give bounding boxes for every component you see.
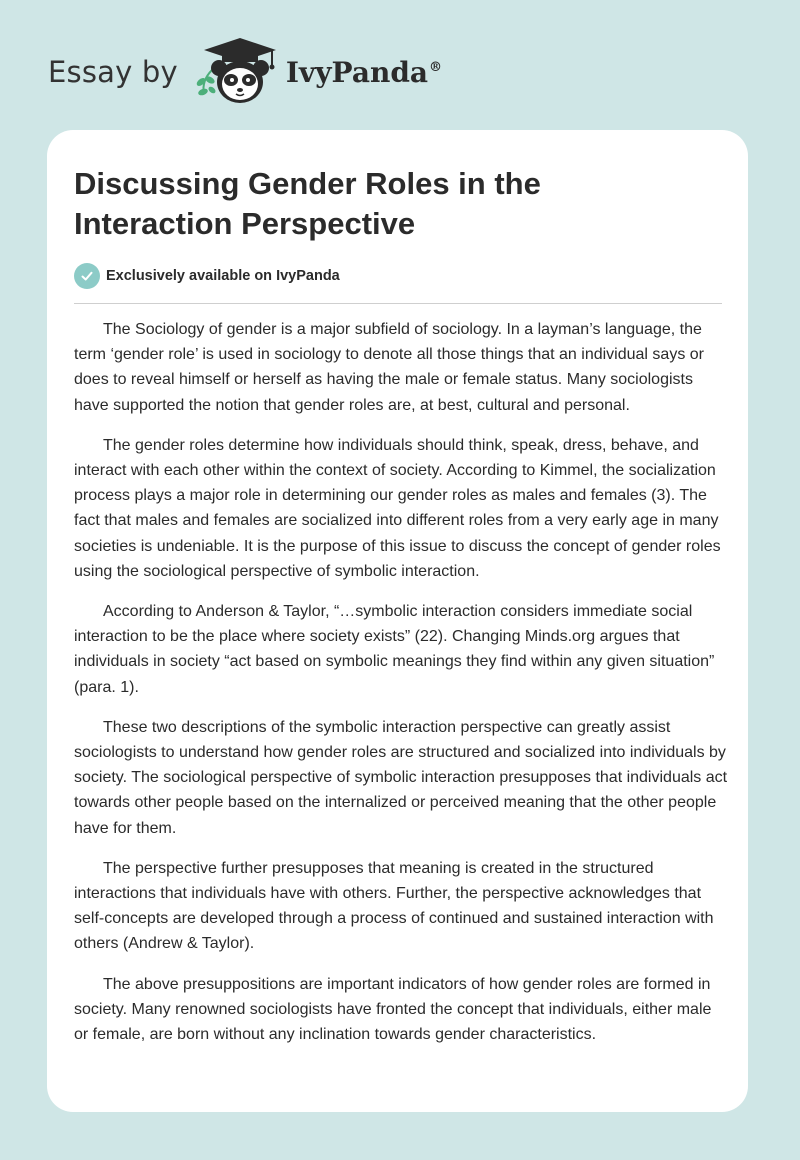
- paragraph: The above presuppositions are important indicators of how gender roles are formed in society. Many renowned sociologists have fronted the concept that individuals, either male or female, are born without any inclination towards gender characteristics.: [74, 975, 712, 1044]
- paragraph: These two descriptions of the symbolic interaction perspective can greatly assist sociologists to understand how gender roles are structured and socialized into individuals by society. The sociological perspective of symbolic interaction presupposes that individuals act towards other people based on the internalized or perceived meaning that the other people have for them.: [74, 718, 728, 837]
- paragraph: The perspective further presupposes that meaning is created in the structured interactions that individuals have with others. Further, the perspective acknowledges that self-concepts are developed through a process of continued and sustained interaction with others (Andrew & Taylor).: [74, 859, 714, 953]
- paragraph: The gender roles determine how individuals should think, speak, dress, behave, and interact with each other within the context of society. According to Kimmel, the socialization process plays a major role in determining our gender roles as males and females (3). The fact that males and females are socialized into different roles from a very early age in many societies is undeniable. It is the purpose of this issue to discuss the concept of gender roles using the sociological perspective of symbolic interaction.: [74, 436, 721, 580]
- paragraph: The Sociology of gender is a major subfield of sociology. In a layman’s language, the term ‘gender role’ is used in sociology to denote all those things that an individual says or does to reveal himself or herself as having the male or female status. Many sociologists have supported the notion that gender roles are, at best, cultural and personal.: [74, 321, 704, 414]
- registered-mark: ®: [429, 60, 443, 76]
- page-title: Discussing Gender Roles in the Interaction Perspective: [74, 166, 541, 241]
- exclusive-badge-label: Exclusively available on IvyPanda: [106, 268, 340, 284]
- site-header: [48, 34, 468, 110]
- essay-by-label: Essay by: [48, 55, 178, 89]
- brand-name[interactable]: IvyPanda®: [285, 55, 443, 89]
- essay-card: [47, 130, 748, 1112]
- divider: [74, 303, 722, 304]
- check-circle-icon: [74, 263, 100, 289]
- essay-body: [74, 317, 729, 1062]
- exclusive-badge: [74, 263, 340, 289]
- panda-graduate-logo-icon[interactable]: [192, 34, 284, 110]
- paragraph: According to Anderson & Taylor, “…symbolic interaction considers immediate social interaction to be the place where society exists” (22). Changing Minds.org argues that individuals in society “act based on symbolic meanings they find within any given situation” (para. 1).: [74, 603, 715, 696]
